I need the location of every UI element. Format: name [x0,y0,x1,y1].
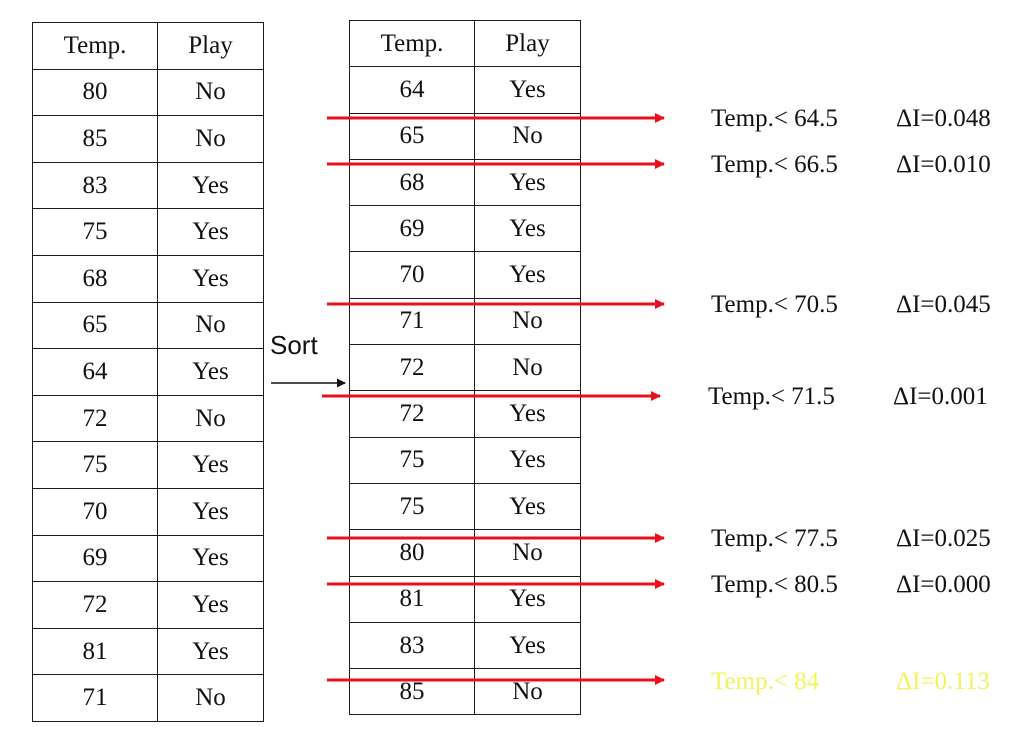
temp-cell: 65 [33,302,158,349]
temp-cell: 75 [33,442,158,489]
play-cell: No [158,69,264,116]
split-gain: ΔI=0.010 [896,151,991,178]
split-gain: ΔI=0.113 [896,668,990,695]
play-cell: Yes [158,442,264,489]
temp-cell: 80 [350,530,475,576]
split-gain: ΔI=0.048 [896,105,991,132]
temp-cell: 68 [350,159,475,205]
play-cell: Yes [475,206,581,252]
play-cell: No [475,298,581,344]
split-condition: Temp.< 64.5 [711,105,838,132]
temp-cell: 64 [33,349,158,396]
play-cell: No [158,116,264,163]
play-cell: No [475,669,581,715]
header-temp: Temp. [350,21,475,67]
temp-cell: 69 [33,535,158,582]
split-condition: Temp.< 77.5 [711,525,838,552]
temp-cell: 65 [350,113,475,159]
temp-cell: 83 [33,162,158,209]
temp-cell: 81 [33,628,158,675]
play-cell: Yes [475,391,581,437]
play-cell: No [158,302,264,349]
play-cell: Yes [475,67,581,113]
temp-cell: 71 [33,675,158,722]
split-condition: Temp.< 66.5 [711,151,838,178]
play-cell: Yes [158,162,264,209]
temp-cell: 72 [350,345,475,391]
header-play: Play [158,23,264,70]
play-cell: No [475,530,581,576]
play-cell: Yes [475,159,581,205]
play-cell: Yes [158,255,264,302]
temp-cell: 75 [350,483,475,529]
temp-cell: 69 [350,206,475,252]
play-cell: No [158,395,264,442]
play-cell: Yes [475,576,581,622]
temp-cell: 70 [33,488,158,535]
temp-cell: 85 [350,669,475,715]
play-cell: No [475,113,581,159]
header-temp: Temp. [33,23,158,70]
temp-cell: 83 [350,622,475,668]
play-cell: Yes [475,483,581,529]
temp-cell: 72 [350,391,475,437]
play-cell: No [158,675,264,722]
play-cell: Yes [158,349,264,396]
play-cell: Yes [158,488,264,535]
temp-cell: 81 [350,576,475,622]
play-cell: Yes [158,535,264,582]
split-condition: Temp.< 71.5 [708,383,835,410]
temp-cell: 80 [33,69,158,116]
temp-cell: 72 [33,395,158,442]
play-cell: Yes [475,622,581,668]
play-cell: Yes [475,252,581,298]
temp-cell: 68 [33,255,158,302]
play-cell: Yes [158,209,264,256]
temp-cell: 85 [33,116,158,163]
sort-label: Sort [270,330,318,360]
split-gain: ΔI=0.000 [896,571,991,598]
play-cell: Yes [158,582,264,629]
temp-cell: 70 [350,252,475,298]
play-cell: Yes [475,437,581,483]
split-condition: Temp.< 84 [711,668,820,695]
temp-cell: 75 [350,437,475,483]
temp-cell: 64 [350,67,475,113]
split-gain: ΔI=0.001 [893,383,988,410]
play-cell: No [475,345,581,391]
temp-cell: 71 [350,298,475,344]
temp-cell: 75 [33,209,158,256]
split-condition: Temp.< 70.5 [711,291,838,318]
header-play: Play [475,21,581,67]
split-gain: ΔI=0.045 [896,291,991,318]
temp-cell: 72 [33,582,158,629]
split-gain: ΔI=0.025 [896,525,991,552]
play-cell: Yes [158,628,264,675]
split-condition: Temp.< 80.5 [711,571,838,598]
